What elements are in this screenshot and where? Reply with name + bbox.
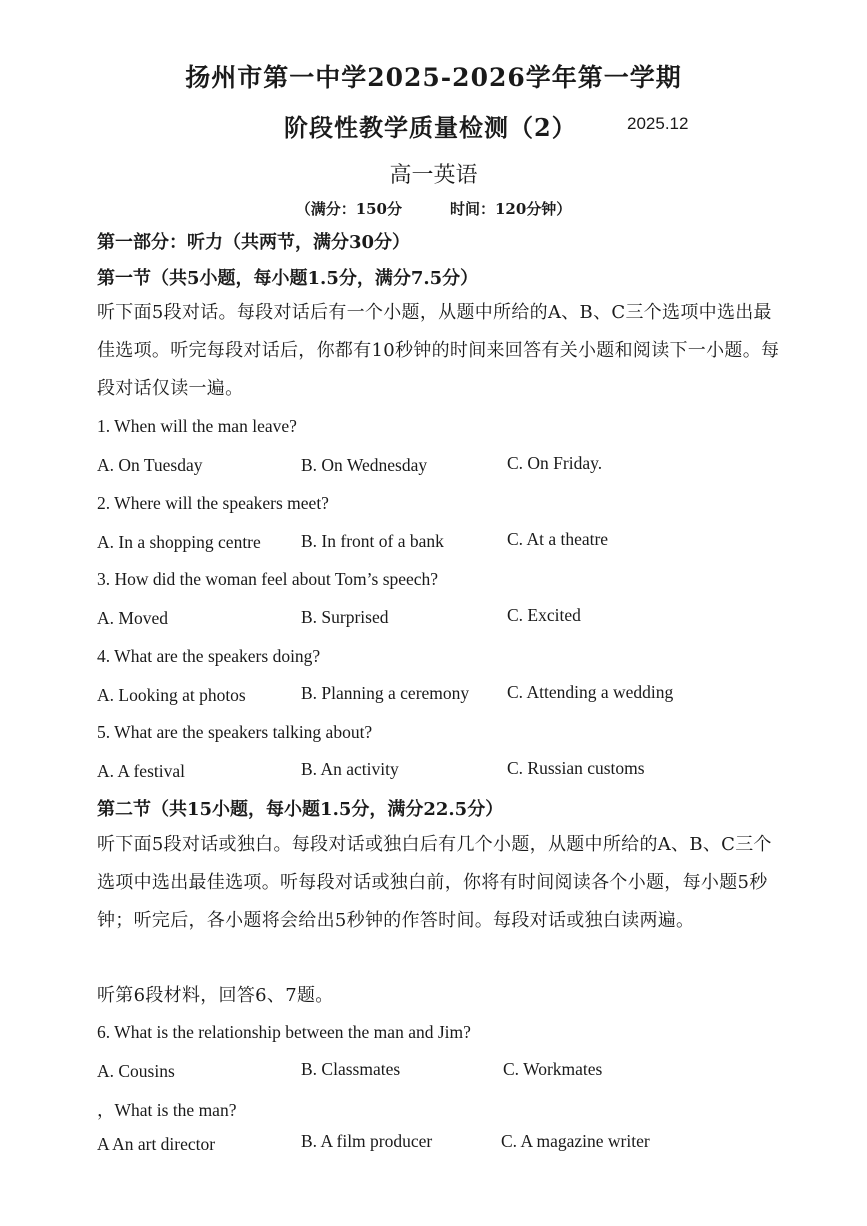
question-3: 3. How did the woman feel about Tom’s speech? bbox=[97, 569, 439, 589]
exam-date: 2025.12 bbox=[627, 114, 689, 133]
q7-option-c: C. A magazine writer bbox=[501, 1131, 650, 1151]
exam-meta bbox=[0, 198, 867, 219]
q6-option-b: B. Classmates bbox=[301, 1059, 401, 1079]
full-score: （满分：150分 bbox=[295, 200, 402, 218]
q1-option-c: C. On Friday. bbox=[507, 453, 603, 473]
q7-option-a: A An art director bbox=[97, 1134, 216, 1154]
question-1: 1. When will the man leave? bbox=[97, 416, 297, 436]
section1-instructions: 听下面5段对话。每段对话后有一个小题，从题中所给的A、B、C三个选项中选出最佳选项。听完每段对话后，你都有10秒钟的时间来回答有关小题和阅读下一小题。每段对话仅读一遍。 bbox=[97, 302, 780, 399]
q6-option-c: C. Workmates bbox=[503, 1059, 603, 1079]
q3-option-b: B. Surprised bbox=[301, 607, 389, 627]
q5-option-b: B. An activity bbox=[301, 759, 399, 779]
q1-option-b: B. On Wednesday bbox=[301, 455, 428, 475]
question-5: 5. What are the speakers talking about? bbox=[97, 722, 373, 742]
q2-option-a: A. In a shopping centre bbox=[97, 532, 261, 552]
q5-option-c: C. Russian customs bbox=[507, 758, 645, 778]
question-6: 6. What is the relationship between the man and Jim? bbox=[97, 1022, 471, 1042]
question-4: 4. What are the speakers doing? bbox=[97, 646, 321, 666]
section2-instructions: 听下面5段对话或独白。每段对话或独白后有几个小题，从题中所给的A、B、C三个选项中选出最佳选项。听每段对话或独白前，你将有时间阅读各个小题，每小题5秒钟；听完后，各小题将会给出5秒钟的作答时间。每段对话或独白读两遍。 bbox=[97, 834, 772, 931]
exam-subtitle: 阶段性教学质量检测（2） bbox=[284, 113, 577, 142]
question-7: ，What is the man? bbox=[97, 1100, 237, 1120]
q3-option-c: C. Excited bbox=[507, 605, 581, 625]
q4-option-a: A. Looking at photos bbox=[97, 685, 246, 705]
material-note: 听第6段材料，回答6、7题。 bbox=[97, 985, 334, 1006]
q1-option-a: A. On Tuesday bbox=[97, 455, 203, 475]
q3-option-a: A. Moved bbox=[97, 608, 168, 628]
section1-heading: 第一节（共5小题，每小题1.5分，满分7.5分） bbox=[97, 268, 479, 289]
q2-option-b: B. In front of a bank bbox=[301, 531, 444, 551]
exam-subject: 高一英语 bbox=[389, 163, 478, 188]
q4-option-c: C. Attending a wedding bbox=[507, 682, 674, 702]
exam-title: 扬州市第一中学2025-2026学年第一学期 bbox=[185, 63, 682, 92]
question-2: 2. Where will the speakers meet? bbox=[97, 493, 329, 513]
section2-heading: 第二节（共15小题，每小题1.5分，满分22.5分） bbox=[97, 799, 504, 820]
q7-option-b: B. A film producer bbox=[301, 1131, 433, 1151]
exam-time: 时间：120分钟） bbox=[450, 200, 572, 218]
part1-heading: 第一部分：听力（共两节，满分30分） bbox=[97, 232, 411, 253]
q5-option-a: A. A festival bbox=[97, 761, 185, 781]
q6-option-a: A. Cousins bbox=[97, 1061, 175, 1081]
q4-option-b: B. Planning a ceremony bbox=[301, 683, 470, 703]
q2-option-c: C. At a theatre bbox=[507, 529, 609, 549]
